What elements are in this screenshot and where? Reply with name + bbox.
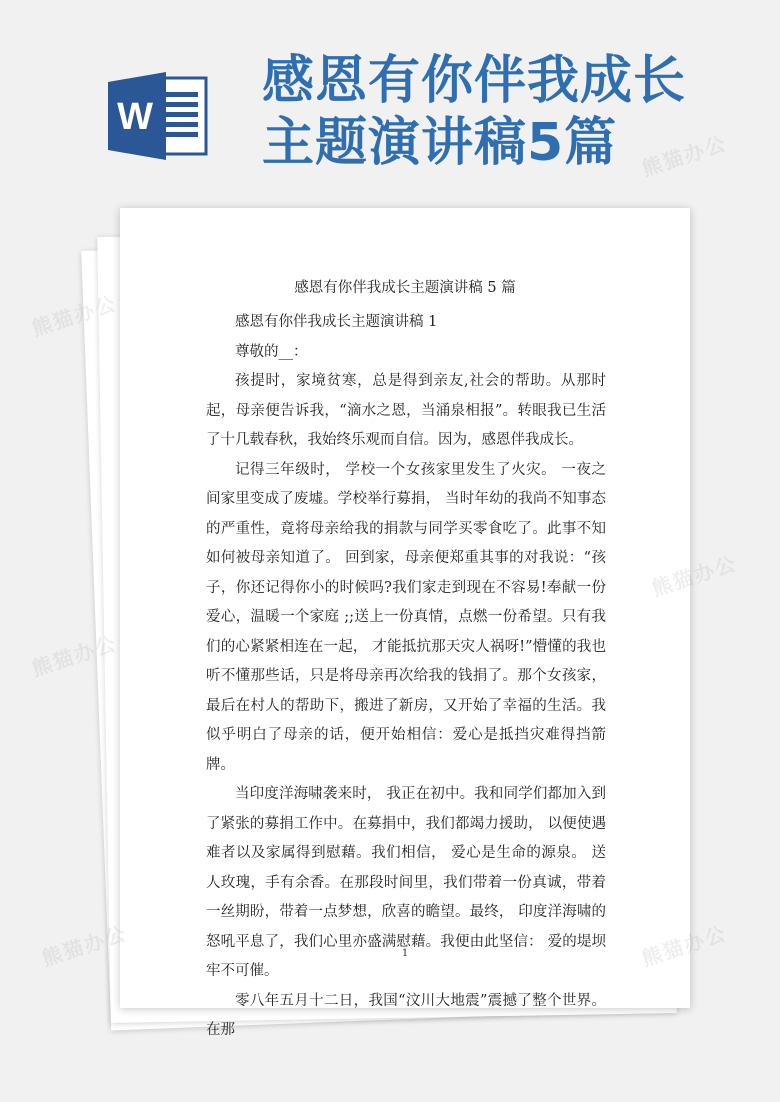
page-body (206, 308, 606, 1046)
paragraph-subtitle: 感恩有你伴我成长主题演讲稿 1 (235, 314, 438, 330)
document-title (262, 50, 772, 174)
watermark: 熊猫办公 (638, 130, 731, 181)
paragraph: 当印度洋海啸袭来时， 我正在初中。我和同学们都加入到了紧张的募捐工作中。在募捐中，我们都竭力援助， 以便使遇难者以及家属得到慰藉。我们相信， 爱心是生命的源泉。 送人玫瑰，手有余香。在那段时间里，我们带着一份真诚，带着一丝期盼，带着一点梦想，欣喜的瞻望。最终， 印度洋海啸的怒吼平息了，我们心里亦盛满慰藉。我便由此坚信： 爱的堤坝牢不可催。 (206, 786, 606, 979)
svg-text:W: W (117, 96, 153, 138)
title-line-1: 感恩有你伴我成长 (262, 51, 687, 111)
paragraph: 孩提时，家境贫寒，总是得到亲友,社会的帮助。从那时起，母亲便告诉我，“滴水之恩，当涌泉相报”。转眼我已生活了十几载春秋，我始终乐观而自信。因为，感恩伴我成长。 (206, 373, 606, 448)
document-page (120, 208, 690, 1038)
page-heading: 感恩有你伴我成长主题演讲稿 5 篇 (294, 280, 516, 296)
watermark: 熊猫办公 (28, 290, 121, 341)
paragraph: 记得三年级时， 学校一个女孩家里发生了火灾。 一夜之间家里变成了废墟。学校举行募捐， 当时年幼的我尚不知事态的严重性，竟将母亲给我的捐款与同学买零食吃了。此事不知如何被母亲知道了。 回到家，母亲便郑重其事的对我说：“孩子，你还记得你小的时候吗?我们家走到现在不容易!奉献一份爱心，温暖一个家庭 ;;送上一份真情，点燃一份希望。只有我们的心紧紧相连在一起， 才能抵抗那天灾人祸呀!”懵懂的我也听不懂那些话，只是将母亲再次给我的钱捐了。那个女孩家， 最后在村人的帮助下，搬进了新房，又开始了幸福的生活。我似乎明白了母亲的话，便开始相信：爱心是抵挡灾难得挡箭牌。 (206, 461, 606, 773)
header (0, 0, 780, 200)
title-line-2: 主题演讲稿5篇 (262, 113, 618, 173)
page-number: 1 (401, 948, 409, 959)
word-icon (108, 70, 208, 162)
watermark: 熊猫办公 (38, 920, 131, 971)
paragraph: 零八年五月十二日，我国“汶川大地震”震撼了整个世界。在那 (206, 992, 606, 1038)
paragraph-salutation: 尊敬的__： (235, 343, 308, 360)
watermark: 熊猫办公 (648, 550, 741, 601)
watermark: 熊猫办公 (28, 630, 121, 681)
